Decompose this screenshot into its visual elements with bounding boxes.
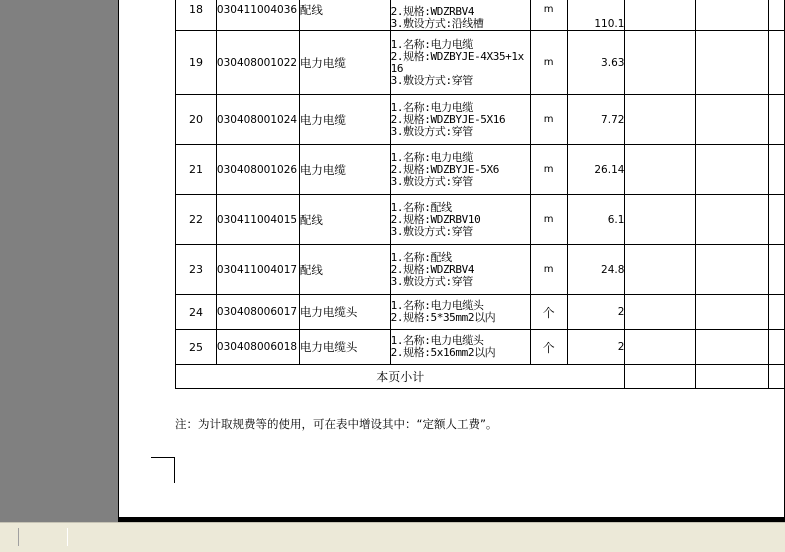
row-number-cell: 21 xyxy=(176,145,217,195)
unit-price-cell xyxy=(625,195,696,245)
unit-price-cell xyxy=(625,0,696,31)
quantity-cell: 3.63 xyxy=(567,31,625,95)
row-number-cell: 24 xyxy=(176,295,217,330)
feature-line: 1.名称:电力电缆头 xyxy=(391,300,530,312)
status-bar xyxy=(0,522,785,552)
table-footnote: 注：为计取规费等的使用，可在表中增设其中：“定额人工费”。 xyxy=(175,416,497,432)
unit-cell: m xyxy=(530,195,567,245)
total-price-cell xyxy=(696,295,769,330)
feature-line: 3.敷设方式:穿管 xyxy=(391,226,530,238)
item-features-cell xyxy=(390,245,530,295)
item-features-cell xyxy=(390,195,530,245)
item-code-cell: 030408001026 xyxy=(216,145,299,195)
feature-line: 2.规格:WDZRBV4 xyxy=(391,6,530,18)
item-name-cell: 电力电缆头 xyxy=(299,330,390,365)
total-price-cell xyxy=(696,330,769,365)
quantity-cell: 24.8 xyxy=(567,245,625,295)
feature-line: 3.敷设方式:穿管 xyxy=(391,176,530,188)
total-price-cell xyxy=(696,95,769,145)
unit-price-cell xyxy=(625,295,696,330)
feature-line: 2.规格:WDZRBV10 xyxy=(391,214,530,226)
item-features-cell xyxy=(390,295,530,330)
table-row xyxy=(176,95,785,145)
item-code-cell: 030411004017 xyxy=(216,245,299,295)
unit-cell: m xyxy=(530,245,567,295)
row-number-cell: 25 xyxy=(176,330,217,365)
page-corner-crop-mark xyxy=(151,457,175,483)
unit-cell: m xyxy=(530,95,567,145)
bill-of-quantities-table xyxy=(175,0,785,389)
item-code-cell: 030411004015 xyxy=(216,195,299,245)
unit-price-cell xyxy=(625,95,696,145)
subtotal-label: 本页小计 xyxy=(176,365,625,389)
row-number-cell: 23 xyxy=(176,245,217,295)
row-number-cell: 18 xyxy=(176,0,217,31)
unit-cell: 个 xyxy=(530,295,567,330)
unit-price-cell xyxy=(625,145,696,195)
table-row xyxy=(176,145,785,195)
feature-line: 1.名称:配线 xyxy=(391,252,530,264)
feature-line: 1.名称:电力电缆 xyxy=(391,39,530,51)
quantity-cell: 7.72 xyxy=(567,95,625,145)
total-price-cell xyxy=(696,245,769,295)
table-row xyxy=(176,0,785,31)
quantity-cell: 6.1 xyxy=(567,195,625,245)
table-row xyxy=(176,330,785,365)
feature-line: 2.规格:WDZBYJE-5X6 xyxy=(391,164,530,176)
total-price-cell xyxy=(696,0,769,31)
feature-line: 2.规格:WDZBYJE-5X16 xyxy=(391,114,530,126)
feature-line: 3.敷设方式:穿管 xyxy=(391,75,530,87)
feature-line: 2.规格:5*35mm2以内 xyxy=(391,312,530,324)
table-row xyxy=(176,295,785,330)
total-price-cell xyxy=(696,31,769,95)
remarks-cell xyxy=(768,95,785,145)
item-features-cell xyxy=(390,0,530,31)
document-page[interactable] xyxy=(118,0,785,517)
feature-line: 3.敷设方式:穿管 xyxy=(391,276,530,288)
item-code-cell: 030411004036 xyxy=(216,0,299,31)
feature-line: 16 xyxy=(391,63,530,75)
feature-line: 1.名称:配线 xyxy=(391,202,530,214)
item-features-cell xyxy=(390,31,530,95)
item-name-cell: 配线 xyxy=(299,245,390,295)
feature-line: 2.规格:WDZRBV4 xyxy=(391,264,530,276)
subtotal-value-cell xyxy=(696,365,769,389)
feature-line: 2.规格:WDZBYJE-4X35+1x xyxy=(391,51,530,63)
item-code-cell: 030408006018 xyxy=(216,330,299,365)
item-code-cell: 030408001024 xyxy=(216,95,299,145)
row-number-cell: 19 xyxy=(176,31,217,95)
quantity-cell: 110.1 xyxy=(567,0,625,31)
feature-line: 1.名称:电力电缆头 xyxy=(391,335,530,347)
quantity-cell: 2 xyxy=(567,330,625,365)
unit-price-cell xyxy=(625,245,696,295)
total-price-cell xyxy=(696,145,769,195)
table-row xyxy=(176,195,785,245)
table-row xyxy=(176,31,785,95)
item-name-cell: 电力电缆 xyxy=(299,31,390,95)
item-name-cell: 电力电缆 xyxy=(299,145,390,195)
remarks-cell xyxy=(768,145,785,195)
unit-cell: m xyxy=(530,31,567,95)
subtotal-value-cell xyxy=(625,365,696,389)
unit-price-cell xyxy=(625,31,696,95)
feature-line: 2.规格:5x16mm2以内 xyxy=(391,347,530,359)
remarks-cell xyxy=(768,330,785,365)
item-features-cell xyxy=(390,330,530,365)
feature-line: 3.敷设方式:沿线槽 xyxy=(391,18,530,30)
feature-line: 3.敷设方式:穿管 xyxy=(391,126,530,138)
unit-cell: m xyxy=(530,0,567,31)
remarks-cell xyxy=(768,295,785,330)
feature-line: 1.名称:电力电缆 xyxy=(391,152,530,164)
subtotal-row xyxy=(176,365,785,389)
table-row xyxy=(176,245,785,295)
item-features-cell xyxy=(390,145,530,195)
status-pane-1 xyxy=(18,528,68,546)
item-name-cell: 电力电缆 xyxy=(299,95,390,145)
feature-line: 1.名称:电力电缆 xyxy=(391,102,530,114)
item-name-cell: 电力电缆头 xyxy=(299,295,390,330)
unit-price-cell xyxy=(625,330,696,365)
remarks-cell xyxy=(768,31,785,95)
item-features-cell xyxy=(390,95,530,145)
row-number-cell: 22 xyxy=(176,195,217,245)
remarks-cell xyxy=(768,195,785,245)
quantity-cell: 2 xyxy=(567,295,625,330)
unit-cell: 个 xyxy=(530,330,567,365)
left-gutter xyxy=(0,0,118,525)
item-code-cell: 030408001022 xyxy=(216,31,299,95)
total-price-cell xyxy=(696,195,769,245)
quantity-cell: 26.14 xyxy=(567,145,625,195)
item-name-cell: 配线 xyxy=(299,0,390,31)
remarks-cell xyxy=(768,0,785,31)
subtotal-value-cell xyxy=(768,365,785,389)
item-code-cell: 030408006017 xyxy=(216,295,299,330)
item-name-cell: 配线 xyxy=(299,195,390,245)
remarks-cell xyxy=(768,245,785,295)
row-number-cell: 20 xyxy=(176,95,217,145)
unit-cell: m xyxy=(530,145,567,195)
